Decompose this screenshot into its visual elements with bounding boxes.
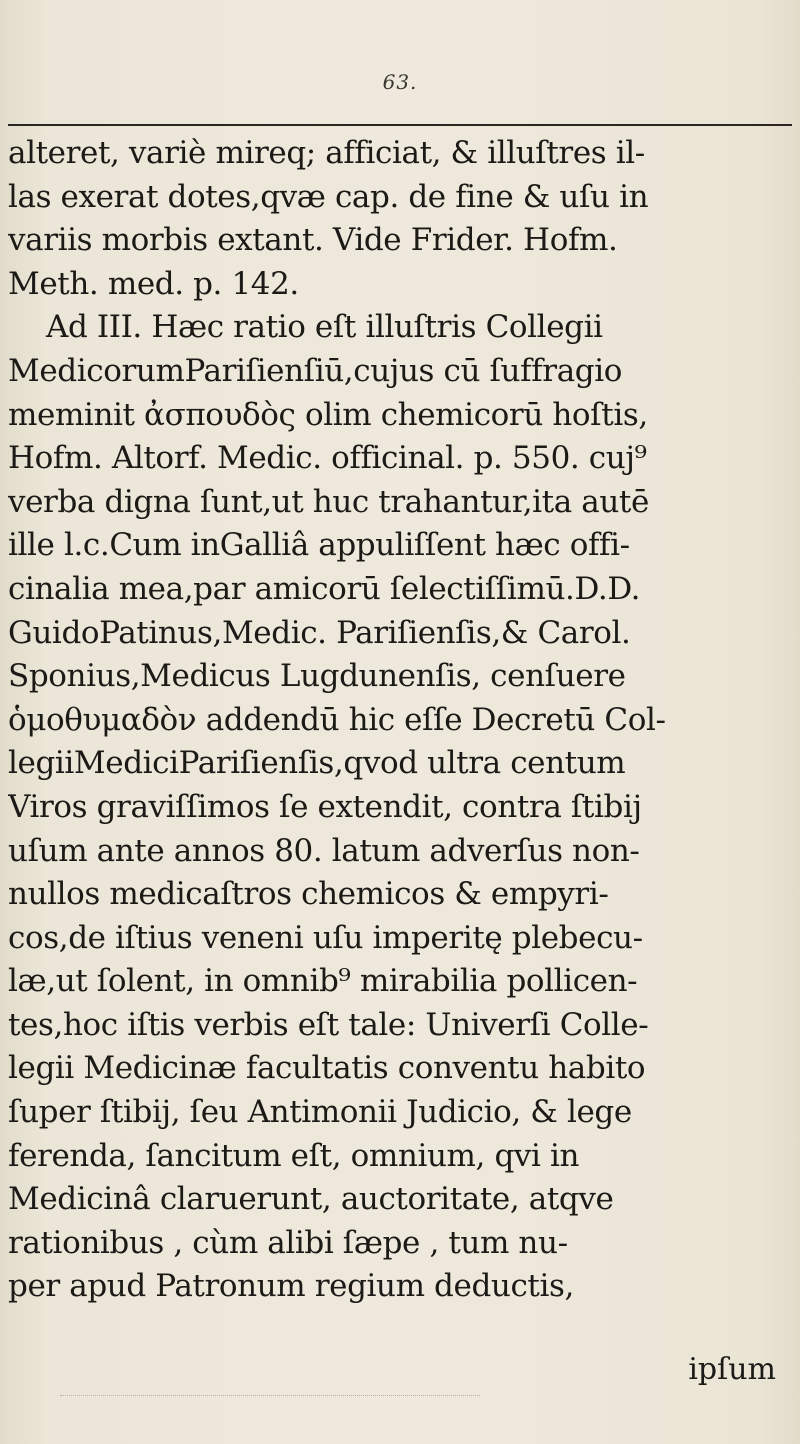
- text-line: ὁμοθυμαδὸν addendū hic eſſe Decretū Col-: [8, 701, 666, 738]
- text-line: meminit ἀσπουδὸς olim chemicorū hoſtis,: [8, 396, 648, 433]
- text-line: MedicorumPariſienſiū,cujus cū ſuffragio: [8, 352, 622, 389]
- text-line: nullos medicaſtros chemicos & empyri-: [8, 876, 609, 913]
- page-bottom-shadow: [60, 1395, 480, 1396]
- text-line: ferenda, ſancitum eſt, omnium, qvi in: [8, 1137, 580, 1174]
- text-line: rationibus , cùm alibi ſæpe , tum nu-: [8, 1224, 568, 1261]
- text-line: cos,de iſtius veneni uſu imperitę plebecu-: [8, 919, 643, 956]
- text-line: tes,hoc iſtis verbis eſt tale: Univerſi Colle-: [8, 1006, 649, 1043]
- text-line: per apud Patronum regium deductis,: [8, 1268, 574, 1305]
- text-line: ſuper ſtibij, ſeu Antimonii Judicio, & lege: [8, 1094, 632, 1131]
- text-line: legii Medicinæ facultatis conventu habito: [8, 1050, 646, 1087]
- text-line: las exerat dotes,qvæ cap. de fine & uſu in: [8, 178, 649, 215]
- text-line: GuidoPatinus,Medic. Pariſienſis,& Carol.: [8, 614, 631, 651]
- header-rule: [8, 124, 792, 126]
- text-line: cinalia mea,par amicorū ſelectiſſimū.D.D.: [8, 570, 641, 607]
- catchword: ipſum: [688, 1352, 776, 1387]
- text-line: legiiMediciPariſienſis,qvod ultra centum: [8, 745, 626, 782]
- text-line: Medicinâ claruerunt, auctoritate, atqve: [8, 1181, 614, 1218]
- text-line: læ,ut ſolent, in omnib⁹ mirabilia pollicen-: [8, 963, 638, 1000]
- body-text: [8, 132, 792, 1309]
- paragraph-start-line: Ad III. Hæc ratio eſt illuſtris Collegii: [46, 309, 603, 346]
- text-line: uſum ante annos 80. latum adverſus non-: [8, 832, 640, 869]
- text-line: Viros graviſſimos ſe extendit, contra ſtibij: [8, 788, 642, 825]
- text-line: Meth. med. p. 142.: [8, 265, 299, 302]
- text-line: alteret, variè mireq; afficiat, & illuſtres il-: [8, 135, 645, 171]
- text-line: Sponius,Medicus Lugdunenſis, cenſuere: [8, 658, 626, 695]
- text-line: verba digna ſunt,ut huc trahantur,ita autē: [8, 483, 649, 520]
- text-line: variis morbis extant. Vide Frider. Hofm.: [8, 222, 618, 259]
- text-line: Hofm. Altorf. Medic. officinal. p. 550. cuj⁹: [8, 440, 647, 477]
- page-number: 63.: [382, 70, 418, 94]
- text-line: ille l.c.Cum inGalliâ appuliſſent hæc offi-: [8, 527, 630, 564]
